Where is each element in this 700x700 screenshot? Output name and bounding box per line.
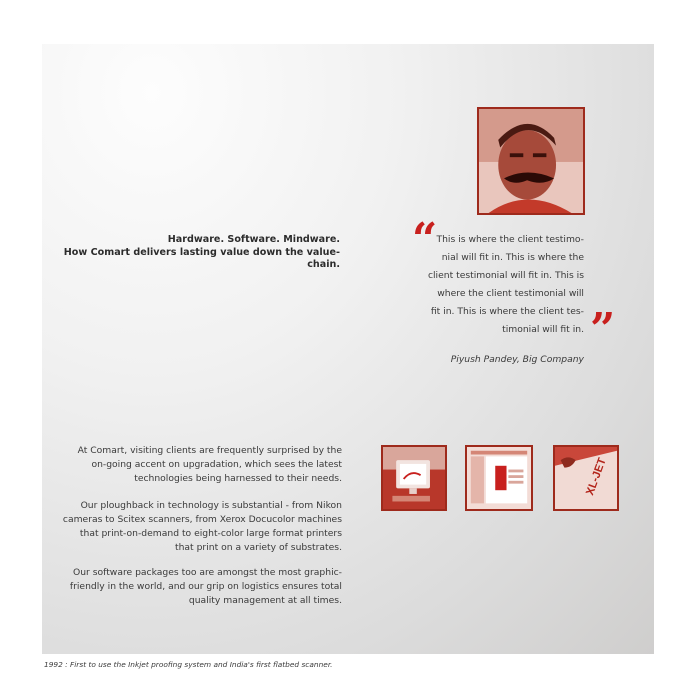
testimonial-attribution: Piyush Pandey, Big Company (450, 354, 584, 365)
body-line: on-going accent on upgradation, which sees the latest (91, 459, 342, 470)
heading-line-1: Hardware. Software. Mindware. (167, 234, 340, 245)
software-screenshot-image (467, 447, 531, 509)
body-line: that print-on-demand to eight-color large format printers (79, 528, 342, 539)
body-paragraph-1 (60, 444, 342, 486)
testimonial-line: timonial will fit in. (502, 324, 584, 335)
xl-jet-printer-photo (553, 445, 619, 511)
testimonial-line: client testimonial will fit in. This is (427, 270, 584, 281)
body-line: Our ploughback in technology is substantial - from Nikon (80, 500, 342, 511)
body-line: that print on a variety of substrates. (175, 542, 342, 553)
software-screenshot-photo (465, 445, 533, 511)
body-line: friendly in the world, and our grip on logistics ensures total (69, 581, 342, 592)
body-line: At Comart, visiting clients are frequently surprised by the (77, 445, 342, 456)
monitor-photo (381, 445, 447, 511)
testimonial-line: nial will fit in. This is where the (441, 252, 584, 263)
body-paragraph-2 (60, 499, 342, 555)
svg-text:XL-JET: XL-JET (584, 456, 609, 497)
body-line: quality management at all times. (188, 595, 342, 606)
open-quote-mark: “ (412, 214, 438, 265)
body-line: Our software packages too are amongst the most graphic- (72, 567, 342, 578)
testimonial-line: fit in. This is where the client tes- (430, 306, 584, 317)
portrait-image (479, 109, 583, 213)
body-line: cameras to Scitex scanners, from Xerox Docucolor machines (62, 514, 342, 525)
body-paragraph-3 (60, 566, 342, 608)
testimonial-line: where the client testimonial will (437, 288, 584, 299)
monitor-image (383, 447, 445, 509)
client-portrait (477, 107, 585, 215)
heading-line-2: How Comart delivers lasting value down the value-chain. (63, 247, 340, 270)
body-line: technologies being harnessed to their needs. (134, 473, 342, 484)
xl-jet-printer-image (555, 447, 617, 509)
footer-caption: 1992 : First to use the Inkjet proofing system and India's first flatbed scanner. (44, 660, 333, 669)
testimonial-line: This is where the client testimo- (436, 234, 584, 245)
close-quote-mark: ” (590, 304, 616, 355)
